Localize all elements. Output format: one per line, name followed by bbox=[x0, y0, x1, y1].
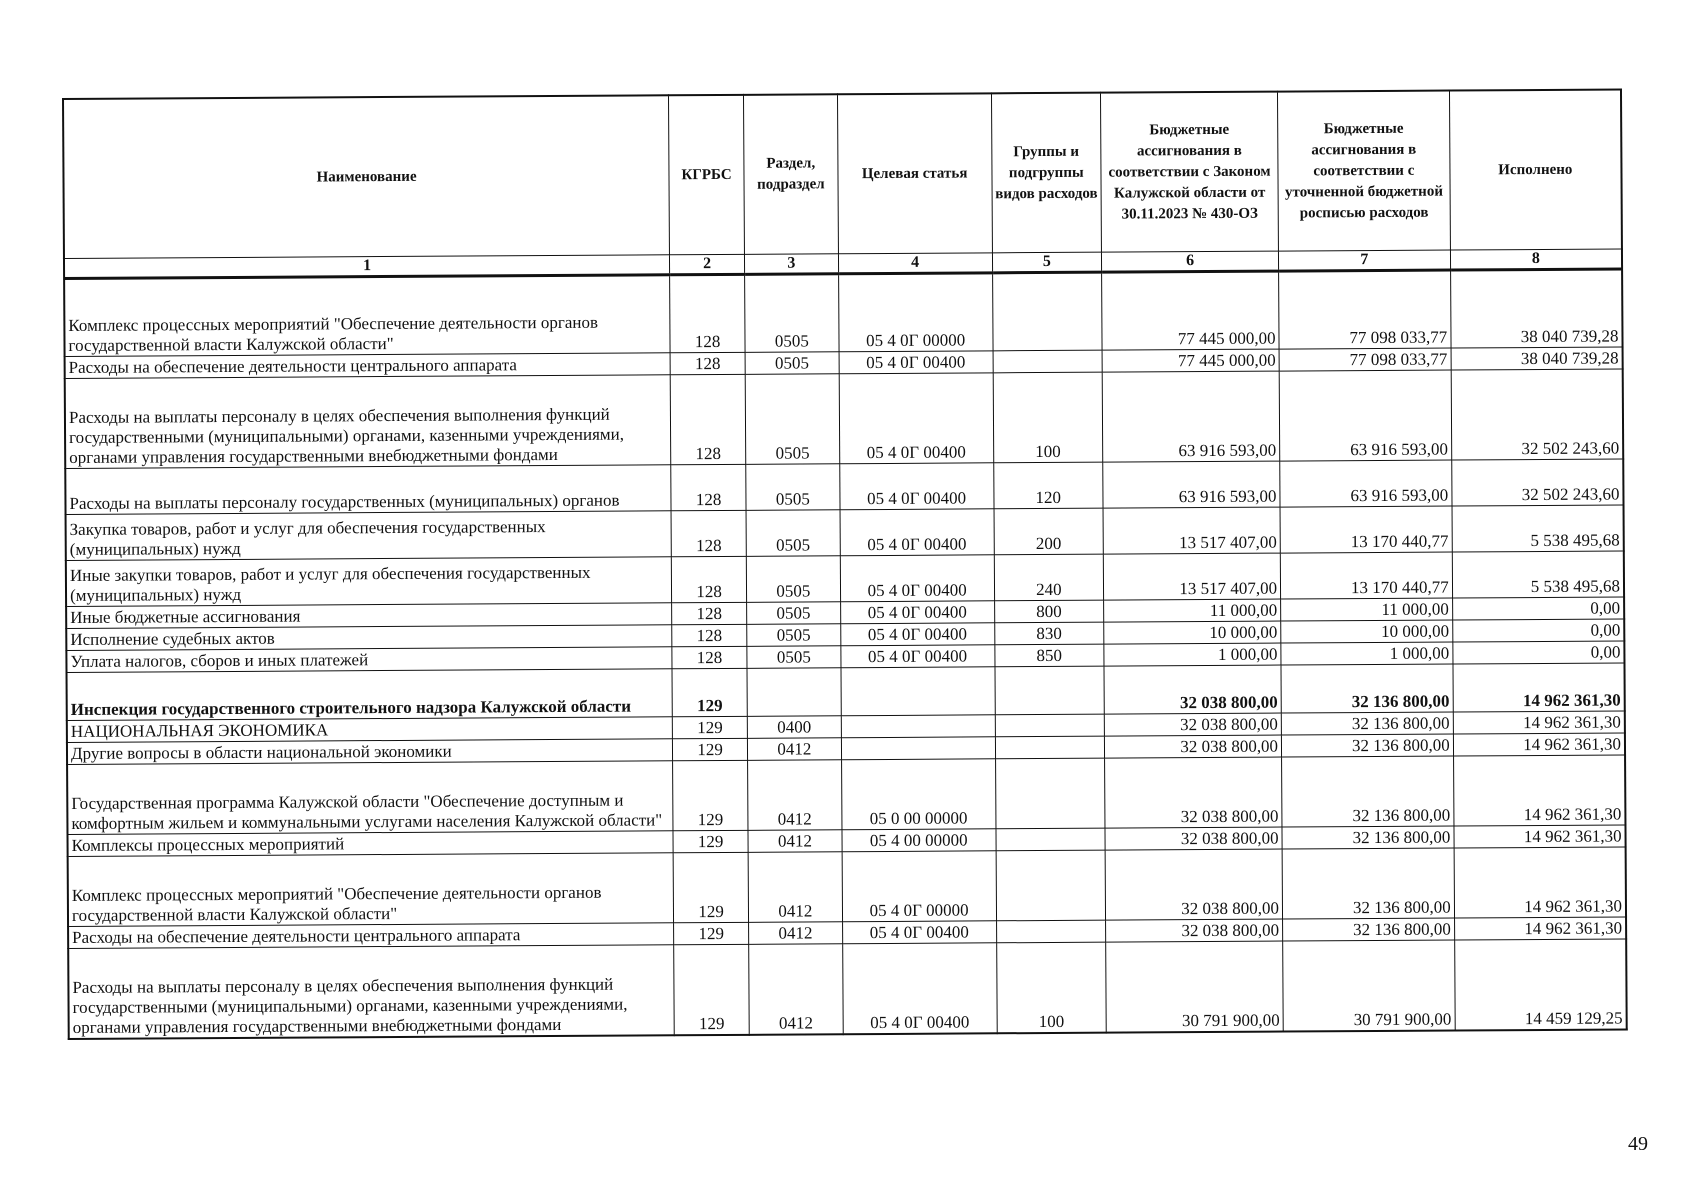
column-number: 3 bbox=[744, 254, 838, 275]
row-name-cell: Расходы на обеспечение деятельности центрального аппарата bbox=[65, 353, 671, 379]
header-zakon: Бюджетные ассигнования в соответствии с Законом Калужской области от 30.11.2023 № 430-ОЗ bbox=[1101, 92, 1279, 253]
table-row bbox=[64, 269, 1622, 357]
rospis-amount-cell: 32 136 800,00 bbox=[1282, 848, 1454, 919]
row-name-cell: Комплексы процессных мероприятий bbox=[67, 831, 673, 857]
header-name: Наименование bbox=[63, 95, 670, 258]
tselevaya-cell bbox=[841, 667, 995, 716]
razdel-cell: 0505 bbox=[747, 646, 841, 669]
kgrbs-cell: 129 bbox=[672, 716, 747, 738]
header-razdel: Раздел, подраздел bbox=[743, 94, 838, 254]
razdel-cell: 0505 bbox=[745, 274, 839, 353]
razdel-cell bbox=[747, 668, 841, 717]
tselevaya-cell: 05 4 0Г 00400 bbox=[840, 623, 994, 646]
rospis-amount-cell: 13 170 440,77 bbox=[1280, 552, 1452, 599]
vid-cell bbox=[995, 736, 1105, 759]
vid-cell bbox=[995, 758, 1105, 829]
razdel-cell: 0400 bbox=[747, 716, 841, 739]
ispolneno-amount-cell: 5 538 495,68 bbox=[1452, 551, 1624, 598]
vid-cell: 850 bbox=[994, 644, 1104, 667]
zakon-amount-cell: 32 038 800,00 bbox=[1104, 713, 1281, 736]
row-name-cell: Расходы на выплаты персоналу в целях обеспечения выполнения функций государственными (муниципальными) органами, казенными учреждениями, органами управления государственными внебюджетными фондами bbox=[65, 375, 671, 469]
razdel-cell: 0412 bbox=[749, 944, 843, 1035]
table-row bbox=[67, 663, 1625, 721]
tselevaya-cell: 05 4 0Г 00400 bbox=[840, 601, 994, 624]
rospis-amount-cell: 1 000,00 bbox=[1281, 642, 1453, 665]
ispolneno-amount-cell: 0,00 bbox=[1452, 597, 1624, 620]
razdel-cell: 0412 bbox=[748, 852, 842, 923]
row-name-cell: Уплата налогов, сборов и иных платежей bbox=[66, 647, 672, 673]
tselevaya-cell: 05 4 0Г 00400 bbox=[840, 555, 994, 602]
razdel-cell: 0505 bbox=[747, 602, 841, 625]
vid-cell: 800 bbox=[994, 600, 1104, 623]
row-name-cell: Расходы на выплаты персоналу в целях обеспечения выполнения функций государственными (муниципальными) органами, казенными учреждениями, органами управления государственными внебюджетными фондами bbox=[68, 945, 674, 1039]
ispolneno-amount-cell: 14 962 361,30 bbox=[1453, 755, 1625, 826]
zakon-amount-cell: 77 445 000,00 bbox=[1102, 271, 1279, 350]
tselevaya-cell: 05 4 0Г 00400 bbox=[839, 463, 993, 510]
zakon-amount-cell: 13 517 407,00 bbox=[1103, 553, 1280, 600]
row-name-cell: Комплекс процессных мероприятий "Обеспечение деятельности органов государственной власти Калужской области" bbox=[68, 853, 674, 927]
table-row bbox=[65, 369, 1624, 469]
row-name-cell: Расходы на обеспечение деятельности центрального аппарата bbox=[68, 923, 674, 949]
header-tselevaya: Целевая статья bbox=[837, 93, 992, 253]
tselevaya-cell bbox=[841, 737, 995, 760]
kgrbs-cell: 129 bbox=[674, 944, 749, 1034]
ispolneno-amount-cell: 38 040 739,28 bbox=[1450, 269, 1622, 348]
header-rospis: Бюджетные ассигнования в соответствии с уточненной бюджетной росписью расходов bbox=[1278, 91, 1451, 252]
kgrbs-cell: 128 bbox=[672, 646, 747, 668]
column-number: 8 bbox=[1450, 249, 1622, 270]
row-name-cell: Другие вопросы в области национальной экономики bbox=[67, 739, 673, 765]
ispolneno-amount-cell: 38 040 739,28 bbox=[1451, 347, 1623, 370]
column-number: 2 bbox=[670, 254, 745, 274]
razdel-cell: 0505 bbox=[747, 624, 841, 647]
tselevaya-cell: 05 4 0Г 00400 bbox=[840, 509, 994, 556]
razdel-cell: 0412 bbox=[748, 830, 842, 853]
kgrbs-cell: 128 bbox=[672, 624, 747, 646]
column-number: 7 bbox=[1279, 250, 1451, 271]
rospis-amount-cell: 32 136 800,00 bbox=[1282, 826, 1454, 849]
kgrbs-cell: 128 bbox=[672, 556, 747, 602]
rospis-amount-cell: 32 136 800,00 bbox=[1283, 918, 1455, 941]
zakon-amount-cell: 13 517 407,00 bbox=[1103, 507, 1280, 554]
zakon-amount-cell: 77 445 000,00 bbox=[1102, 349, 1279, 372]
row-name-cell: Исполнение судебных актов bbox=[66, 625, 672, 651]
zakon-amount-cell: 32 038 800,00 bbox=[1105, 849, 1282, 920]
vid-cell: 100 bbox=[993, 372, 1103, 463]
zakon-amount-cell: 30 791 900,00 bbox=[1106, 941, 1284, 1032]
tselevaya-cell: 05 4 0Г 00000 bbox=[842, 851, 996, 922]
kgrbs-cell: 129 bbox=[673, 830, 748, 852]
rospis-amount-cell: 32 136 800,00 bbox=[1281, 734, 1453, 757]
budget-table bbox=[62, 88, 1628, 1039]
kgrbs-cell: 129 bbox=[672, 668, 747, 716]
table-row bbox=[67, 755, 1625, 835]
zakon-amount-cell: 10 000,00 bbox=[1104, 621, 1281, 644]
vid-cell: 100 bbox=[996, 942, 1106, 1033]
ispolneno-amount-cell: 14 962 361,30 bbox=[1454, 917, 1626, 940]
rospis-amount-cell: 32 136 800,00 bbox=[1281, 712, 1453, 735]
tselevaya-cell: 05 4 0Г 00400 bbox=[842, 943, 996, 1034]
ispolneno-amount-cell: 14 962 361,30 bbox=[1454, 825, 1626, 848]
zakon-amount-cell: 32 038 800,00 bbox=[1104, 735, 1281, 758]
ispolneno-amount-cell: 14 962 361,30 bbox=[1454, 847, 1626, 918]
razdel-cell: 0505 bbox=[746, 464, 840, 511]
zakon-amount-cell: 32 038 800,00 bbox=[1106, 919, 1283, 942]
ispolneno-amount-cell: 0,00 bbox=[1453, 641, 1625, 664]
kgrbs-cell: 128 bbox=[672, 602, 747, 624]
row-name-cell: НАЦИОНАЛЬНАЯ ЭКОНОМИКА bbox=[67, 717, 673, 743]
rospis-amount-cell: 30 791 900,00 bbox=[1283, 940, 1455, 1031]
vid-cell: 120 bbox=[993, 462, 1103, 509]
tselevaya-cell: 05 4 0Г 00400 bbox=[842, 921, 996, 944]
header-ispolneno: Исполнено bbox=[1449, 89, 1622, 250]
kgrbs-cell: 129 bbox=[674, 922, 749, 944]
column-number: 1 bbox=[64, 255, 670, 279]
razdel-cell: 0412 bbox=[747, 738, 841, 761]
rospis-amount-cell: 10 000,00 bbox=[1281, 620, 1453, 643]
ispolneno-amount-cell: 32 502 243,60 bbox=[1451, 369, 1623, 460]
ispolneno-amount-cell: 14 962 361,30 bbox=[1453, 663, 1625, 712]
tselevaya-cell bbox=[841, 715, 995, 738]
rospis-amount-cell: 63 916 593,00 bbox=[1279, 370, 1451, 461]
vid-cell bbox=[996, 828, 1106, 851]
tselevaya-cell: 05 4 0Г 00000 bbox=[838, 273, 992, 352]
table-body bbox=[64, 269, 1627, 1039]
row-name-cell: Иные бюджетные ассигнования bbox=[66, 603, 672, 629]
tselevaya-cell: 05 4 0Г 00400 bbox=[841, 645, 995, 668]
kgrbs-cell: 128 bbox=[670, 374, 745, 464]
razdel-cell: 0412 bbox=[748, 760, 842, 831]
rospis-amount-cell: 32 136 800,00 bbox=[1282, 756, 1454, 827]
razdel-cell: 0505 bbox=[745, 374, 839, 465]
kgrbs-cell: 128 bbox=[670, 274, 745, 352]
vid-cell bbox=[996, 850, 1106, 921]
kgrbs-cell: 128 bbox=[670, 352, 745, 374]
zakon-amount-cell: 32 038 800,00 bbox=[1105, 757, 1282, 828]
row-name-cell: Закупка товаров, работ и услуг для обеспечения государственных (муниципальных) нужд bbox=[66, 511, 672, 561]
rospis-amount-cell: 77 098 033,77 bbox=[1279, 270, 1451, 349]
zakon-amount-cell: 63 916 593,00 bbox=[1103, 461, 1280, 508]
header-row bbox=[63, 89, 1622, 258]
ispolneno-amount-cell: 32 502 243,60 bbox=[1451, 459, 1623, 506]
vid-cell bbox=[995, 714, 1105, 737]
razdel-cell: 0412 bbox=[749, 922, 843, 945]
kgrbs-cell: 129 bbox=[673, 738, 748, 760]
zakon-amount-cell: 32 038 800,00 bbox=[1105, 827, 1282, 850]
rospis-amount-cell: 77 098 033,77 bbox=[1279, 348, 1451, 371]
razdel-cell: 0505 bbox=[746, 510, 840, 557]
row-name-cell: Комплекс процессных мероприятий "Обеспечение деятельности органов государственной власти Калужской области" bbox=[64, 275, 670, 357]
kgrbs-cell: 129 bbox=[673, 760, 748, 830]
table-row bbox=[68, 939, 1627, 1039]
kgrbs-cell: 129 bbox=[673, 852, 748, 922]
row-name-cell: Расходы на выплаты персоналу государственных (муниципальных) органов bbox=[65, 465, 671, 515]
zakon-amount-cell: 32 038 800,00 bbox=[1104, 665, 1281, 714]
row-name-cell: Государственная программа Калужской области "Обеспечение доступным и комфортным жильем и коммунальными услугами населения Калужской области" bbox=[67, 761, 673, 835]
header-kgrbs: КГРБС bbox=[669, 95, 745, 255]
tselevaya-cell: 05 4 00 00000 bbox=[842, 829, 996, 852]
kgrbs-cell: 128 bbox=[671, 510, 746, 556]
rospis-amount-cell: 32 136 800,00 bbox=[1281, 664, 1453, 713]
razdel-cell: 0505 bbox=[746, 556, 840, 603]
ispolneno-amount-cell: 14 962 361,30 bbox=[1453, 733, 1625, 756]
tselevaya-cell: 05 0 00 00000 bbox=[841, 759, 995, 830]
tselevaya-cell: 05 4 0Г 00400 bbox=[839, 373, 993, 464]
rospis-amount-cell: 63 916 593,00 bbox=[1280, 460, 1452, 507]
vid-cell: 200 bbox=[994, 508, 1104, 555]
kgrbs-cell: 128 bbox=[671, 464, 746, 510]
ispolneno-amount-cell: 5 538 495,68 bbox=[1452, 505, 1624, 552]
page-number: 49 bbox=[1628, 1133, 1648, 1155]
document-sheet bbox=[62, 88, 1628, 1039]
vid-cell: 240 bbox=[994, 554, 1104, 601]
table-row bbox=[68, 847, 1626, 927]
rospis-amount-cell: 11 000,00 bbox=[1281, 598, 1453, 621]
zakon-amount-cell: 11 000,00 bbox=[1104, 599, 1281, 622]
zakon-amount-cell: 63 916 593,00 bbox=[1102, 371, 1280, 462]
vid-cell bbox=[995, 666, 1105, 715]
column-number: 4 bbox=[838, 253, 992, 274]
ispolneno-amount-cell: 14 962 361,30 bbox=[1453, 711, 1625, 734]
row-name-cell: Иные закупки товаров, работ и услуг для обеспечения государственных (муниципальных) нужд bbox=[66, 557, 672, 607]
ispolneno-amount-cell: 14 459 129,25 bbox=[1454, 939, 1626, 1030]
tselevaya-cell: 05 4 0Г 00400 bbox=[839, 351, 993, 374]
column-number: 5 bbox=[992, 252, 1102, 273]
ispolneno-amount-cell: 0,00 bbox=[1452, 619, 1624, 642]
row-name-cell: Инспекция государственного строительного надзора Калужской области bbox=[67, 669, 673, 721]
vid-cell: 830 bbox=[994, 622, 1104, 645]
razdel-cell: 0505 bbox=[745, 352, 839, 375]
vid-cell bbox=[992, 272, 1102, 351]
zakon-amount-cell: 1 000,00 bbox=[1104, 643, 1281, 666]
header-gruppy: Группы и подгруппы видов расходов bbox=[991, 93, 1102, 253]
rospis-amount-cell: 13 170 440,77 bbox=[1280, 506, 1452, 553]
column-number: 6 bbox=[1102, 251, 1279, 272]
vid-cell bbox=[993, 350, 1103, 373]
vid-cell bbox=[996, 920, 1106, 943]
